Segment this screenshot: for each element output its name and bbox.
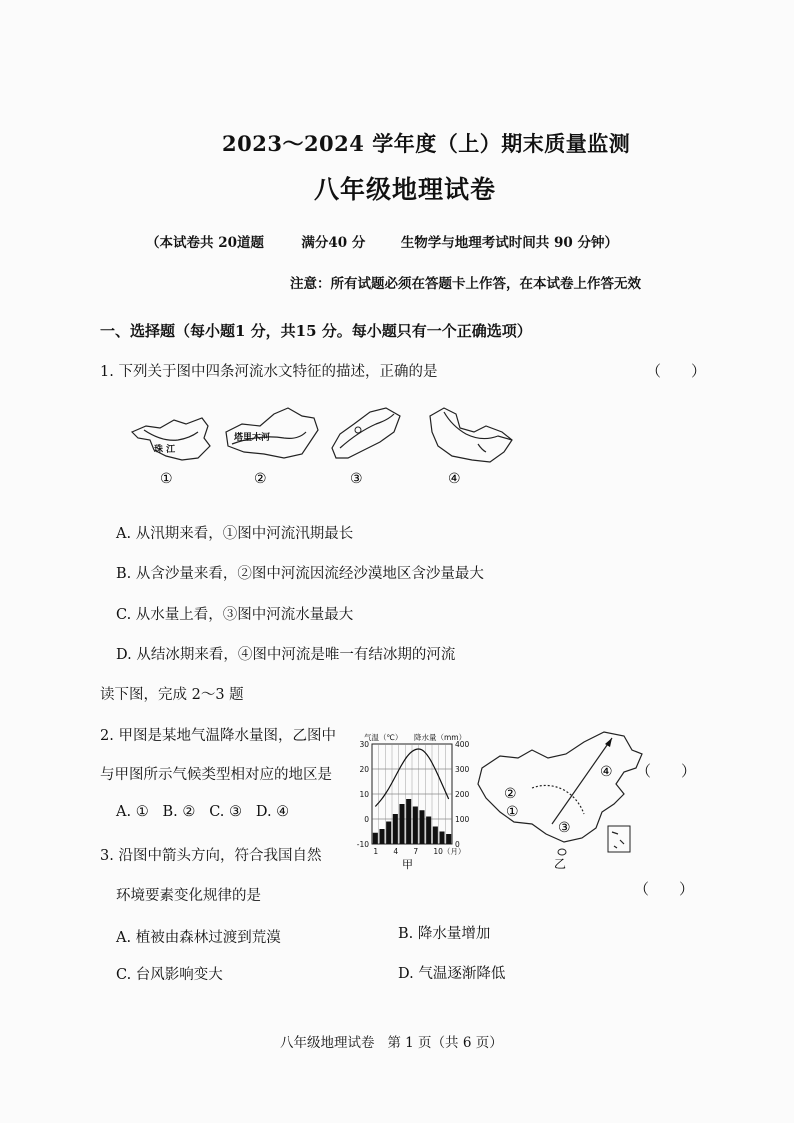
precip-bar: [379, 829, 384, 844]
q3-stem-line2: 环境要素变化规律的是: [116, 888, 261, 904]
precip-bar: [433, 827, 438, 845]
precip-tick-label: 300: [455, 765, 470, 774]
month-tick-label: 1: [373, 847, 379, 856]
q2-options: [116, 804, 289, 820]
river-map-2: [226, 408, 318, 487]
precip-bar: [419, 810, 424, 844]
precip-tick-label: 0: [455, 840, 460, 849]
q2-stem-line1: 2. 甲图是某地气温降水量图，乙图中: [100, 728, 336, 744]
q1-option-c: C. 从水量上看，③图中河流水量最大: [116, 607, 354, 623]
q3-option-b: B. 降水量增加: [398, 926, 491, 942]
q2-option-b: B. ②: [162, 804, 196, 820]
precip-bar: [446, 834, 451, 844]
info-score: 满分40 分: [301, 235, 366, 251]
month-tick-label: 7: [413, 847, 419, 856]
q3-option-a: A. 植被由森林过渡到荒漠: [116, 930, 281, 946]
info-time: 生物学与地理考试时间共 90 分钟）: [400, 235, 618, 251]
q3-option-d: D. 气温逐渐降低: [398, 966, 506, 982]
river-map-3: [332, 408, 400, 487]
precip-bar: [426, 817, 431, 845]
river-map-2-label: 塔里木河: [234, 433, 271, 443]
china-map: [474, 728, 654, 871]
river-map-1-number: ①: [160, 471, 173, 487]
q2-answer-paren: （ ）: [636, 762, 697, 780]
river-maps: [126, 402, 526, 497]
section-heading: 一、选择题（每小题1 分，共15 分。每小题只有一个正确选项）: [100, 322, 532, 340]
climate-chart: [350, 732, 470, 872]
precip-bar: [373, 833, 378, 844]
q1-option-a: A. 从汛期来看，①图中河流汛期最长: [116, 526, 354, 542]
q1-stem: 1. 下列关于图中四条河流水文特征的描述，正确的是: [100, 364, 438, 380]
region-2-label: ②: [504, 786, 517, 802]
temp-tick-label: -10: [356, 840, 369, 849]
page-footer: [280, 1031, 503, 1051]
footer-page: 第 1 页（共 6 页）: [387, 1035, 503, 1051]
q2-stem-line2: 与甲图所示气候类型相对应的地区是: [100, 767, 332, 783]
precip-bar: [439, 832, 444, 845]
q2-option-d: D. ④: [255, 804, 290, 820]
temp-tick-label: 10: [359, 790, 369, 799]
precip-tick-label: 400: [455, 740, 470, 749]
read-hint: 读下图，完成 2～3 题: [100, 687, 244, 703]
climate-caption: 甲: [402, 858, 413, 871]
temp-tick-label: 20: [359, 765, 369, 774]
climate-left-label: 气温（℃）: [364, 733, 403, 742]
region-1-label: ①: [506, 804, 519, 820]
river-map-1-label: 珠 江: [154, 445, 176, 455]
q1-option-b: B. 从含沙量来看，②图中河流因流经沙漠地区含沙量最大: [116, 566, 484, 582]
q3-stem-line1: 3. 沿图中箭头方向，符合我国自然: [100, 848, 322, 864]
month-tick-label: 10（月）: [433, 847, 466, 856]
precip-bar: [406, 799, 411, 844]
precip-bar: [386, 822, 391, 845]
region-3-label: ③: [558, 820, 571, 836]
region-4-label: ④: [600, 764, 613, 780]
precip-bar: [399, 804, 404, 844]
exam-notice: 注意：所有试题必须在答题卡上作答，在本试卷上作答无效: [290, 276, 641, 292]
river-map-1: [132, 418, 210, 487]
q3-answer-paren: （ ）: [634, 880, 695, 898]
river-map-4-number: ④: [448, 471, 461, 487]
q2-option-c: C. ③: [209, 804, 243, 820]
month-tick-label: 4: [393, 847, 399, 856]
temp-tick-label: 30: [359, 740, 369, 749]
precip-tick-label: 200: [455, 790, 470, 799]
precip-bar: [413, 807, 418, 845]
precip-bar: [393, 814, 398, 844]
exam-info: [146, 231, 618, 251]
q3-option-c: C. 台风影响变大: [116, 967, 223, 983]
q1-option-d: D. 从结冰期来看，④图中河流是唯一有结冰期的河流: [116, 647, 456, 663]
river-map-2-number: ②: [254, 471, 267, 487]
exam-title: 2023～2024 学年度（上）期末质量监测: [222, 131, 631, 156]
temp-tick-label: 0: [364, 815, 369, 824]
info-count: （本试卷共 20道题: [146, 235, 264, 251]
exam-subtitle: 八年级地理试卷: [314, 175, 497, 204]
q1-answer-paren: （ ）: [646, 362, 707, 380]
map-caption: 乙: [554, 857, 567, 871]
river-map-4: [430, 408, 512, 487]
q2-option-a: A. ①: [116, 804, 149, 820]
precip-tick-label: 100: [455, 815, 470, 824]
south-china-sea-inset: [608, 826, 630, 852]
climate-right-label: 降水量（mm）: [414, 733, 467, 742]
river-map-3-number: ③: [350, 471, 363, 487]
footer-subject: 八年级地理试卷: [280, 1035, 375, 1051]
